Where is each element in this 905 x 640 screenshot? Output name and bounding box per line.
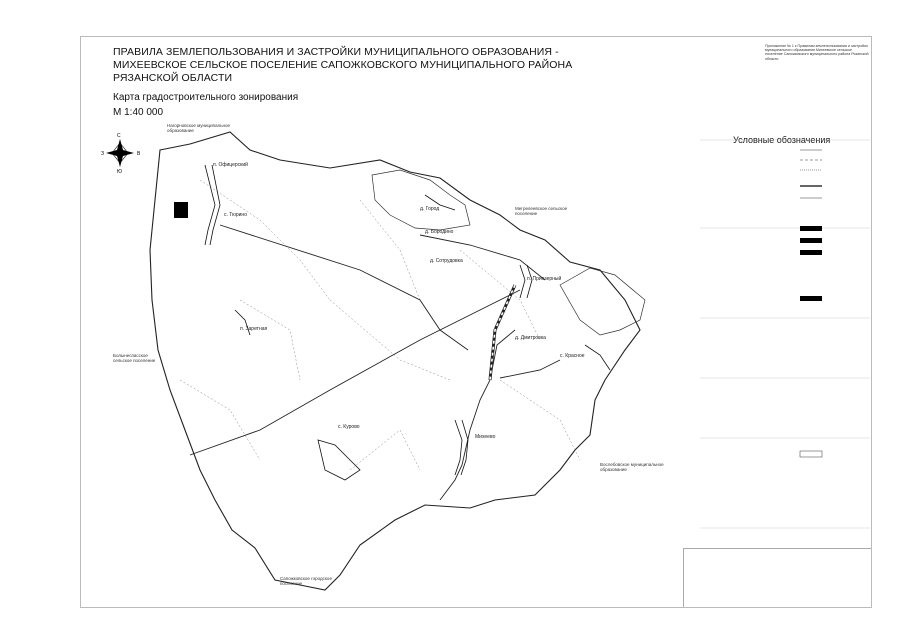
label-zaretnaya: п. Заретная — [240, 326, 268, 332]
road-spur — [500, 360, 560, 378]
label-priozerny: п. Приозерный — [527, 276, 562, 282]
compass-north: С — [117, 133, 121, 139]
map-subtitle: Карта градостроительного зонирования — [113, 92, 299, 103]
label-krasnoye: с. Красное — [560, 353, 585, 359]
label-tyurino: с. Тюрино — [224, 212, 247, 218]
industrial-zone — [174, 202, 188, 218]
lake-outline — [372, 170, 470, 230]
compass-east: В — [137, 151, 141, 157]
road-east — [440, 330, 515, 500]
map-scale: М 1:40 000 — [113, 107, 164, 118]
neighbor-bottom-right: Вослебовское муниципальное образование — [600, 462, 664, 472]
neighbor-right: Мегрелеевское сельское поселение — [515, 206, 568, 216]
appendix-note: Приложение № 1 к Правилам землепользования и застройки муниципального образования Михеевское сельское поселение Сапожковского муниципального района Рязанской области — [765, 44, 869, 61]
compass-rose-icon — [106, 139, 134, 167]
label-dmitrovka: д. Дмитровка — [515, 335, 546, 341]
label-mikheevo: Михеево — [475, 434, 496, 440]
label-borodino: д. Бородино — [425, 229, 454, 235]
neighbor-left: Болынеспасское сельское поселение — [113, 353, 156, 363]
label-gorod: д. Город — [420, 206, 440, 212]
legend-title: Условные обозначения — [733, 135, 831, 145]
label-kurovo: с. Курово — [338, 424, 360, 430]
label-sotsiya: д. Сотрудовка — [430, 258, 463, 264]
map-title: ПРАВИЛА ЗЕМЛЕПОЛЬЗОВАНИЯ И ЗАСТРОЙКИ МУНИЦИПАЛЬНОГО ОБРАЗОВАНИЯ - МИХЕЕВСКОЕ СЕЛЬСКОЕ ПОСЕЛЕНИЕ САПОЖКОВСКОГО МУНИЦИПАЛЬНОГО РАЙОНА РЯЗАНСКОЙ ОБЛАСТИ — [113, 46, 573, 84]
legend-table — [700, 138, 870, 534]
neighbor-top: Нагорновское муниципальное образование — [167, 123, 231, 133]
compass-west: З — [101, 151, 105, 157]
label-ofitsersky: п. Офицерский — [213, 162, 248, 168]
neighbor-bottom: Сапожковское городское поселение — [280, 576, 332, 586]
compass-south: Ю — [117, 169, 123, 175]
settlement-boundary — [150, 132, 640, 590]
east-lobe — [560, 268, 645, 335]
title-block — [683, 548, 871, 607]
